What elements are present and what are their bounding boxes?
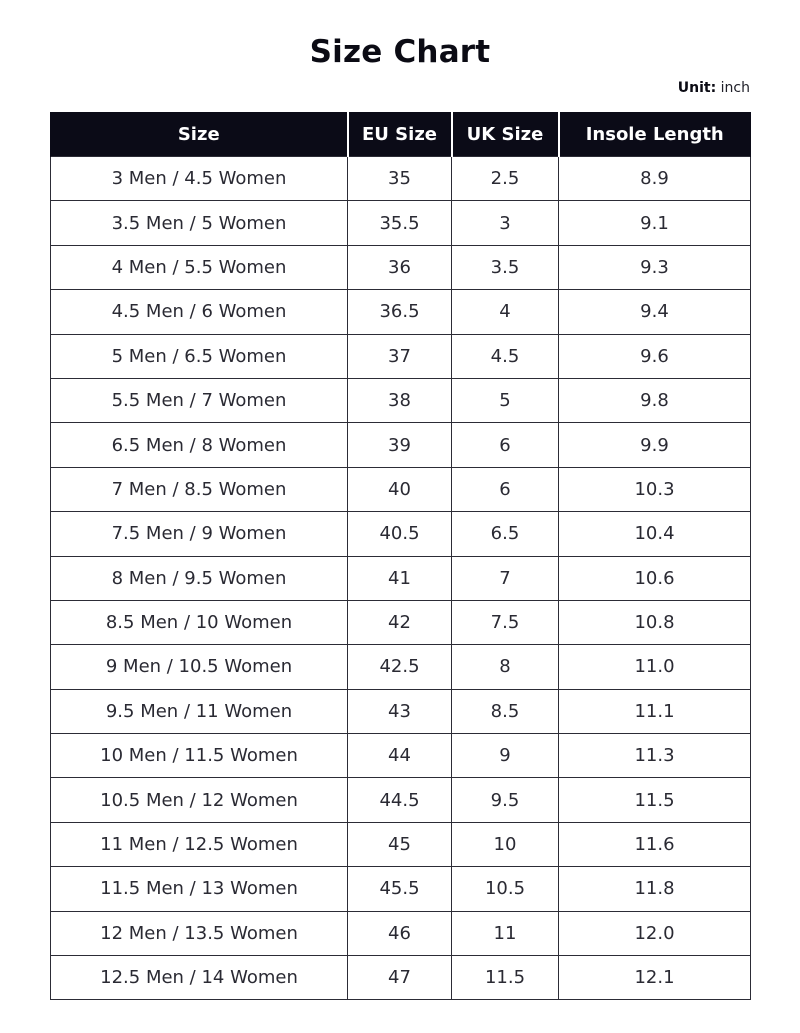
table-row	[51, 600, 751, 644]
cell-insole-length: 9.8	[559, 378, 751, 422]
table-row	[51, 334, 751, 378]
unit-value: inch	[720, 80, 750, 96]
cell-uk-size: 9.5	[452, 778, 559, 822]
cell-uk-size: 6	[452, 423, 559, 467]
cell-uk-size: 11.5	[452, 956, 559, 1000]
cell-eu-size: 35	[348, 157, 452, 201]
cell-eu-size: 44	[348, 734, 452, 778]
cell-uk-size: 11	[452, 911, 559, 955]
table-row	[51, 157, 751, 201]
cell-size: 7.5 Men / 9 Women	[51, 512, 348, 556]
cell-eu-size: 44.5	[348, 778, 452, 822]
cell-size: 10.5 Men / 12 Women	[51, 778, 348, 822]
cell-uk-size: 8	[452, 645, 559, 689]
cell-eu-size: 36.5	[348, 290, 452, 334]
cell-uk-size: 2.5	[452, 157, 559, 201]
size-chart-table	[50, 112, 751, 1000]
cell-uk-size: 4.5	[452, 334, 559, 378]
cell-size: 5 Men / 6.5 Women	[51, 334, 348, 378]
cell-uk-size: 4	[452, 290, 559, 334]
cell-eu-size: 35.5	[348, 201, 452, 245]
cell-uk-size: 3	[452, 201, 559, 245]
cell-insole-length: 11.3	[559, 734, 751, 778]
cell-eu-size: 46	[348, 911, 452, 955]
cell-size: 7 Men / 8.5 Women	[51, 467, 348, 511]
cell-eu-size: 45	[348, 822, 452, 866]
table-row	[51, 556, 751, 600]
cell-insole-length: 9.1	[559, 201, 751, 245]
cell-insole-length: 8.9	[559, 157, 751, 201]
cell-size: 6.5 Men / 8 Women	[51, 423, 348, 467]
unit-note	[678, 78, 750, 98]
cell-uk-size: 10	[452, 822, 559, 866]
table-row	[51, 512, 751, 556]
cell-uk-size: 7.5	[452, 600, 559, 644]
cell-size: 5.5 Men / 7 Women	[51, 378, 348, 422]
cell-eu-size: 40.5	[348, 512, 452, 556]
cell-eu-size: 39	[348, 423, 452, 467]
cell-eu-size: 45.5	[348, 867, 452, 911]
cell-size: 12.5 Men / 14 Women	[51, 956, 348, 1000]
header-size: Size	[51, 112, 348, 157]
cell-eu-size: 42.5	[348, 645, 452, 689]
cell-insole-length: 9.9	[559, 423, 751, 467]
cell-insole-length: 9.6	[559, 334, 751, 378]
cell-insole-length: 10.4	[559, 512, 751, 556]
cell-size: 11.5 Men / 13 Women	[51, 867, 348, 911]
cell-insole-length: 11.0	[559, 645, 751, 689]
table-row	[51, 867, 751, 911]
header-insole-length: Insole Length	[559, 112, 751, 157]
cell-size: 3.5 Men / 5 Women	[51, 201, 348, 245]
table-row	[51, 423, 751, 467]
table-row	[51, 245, 751, 289]
cell-size: 3 Men / 4.5 Women	[51, 157, 348, 201]
cell-insole-length: 9.3	[559, 245, 751, 289]
table-row	[51, 822, 751, 866]
cell-eu-size: 47	[348, 956, 452, 1000]
cell-eu-size: 40	[348, 467, 452, 511]
table-row	[51, 201, 751, 245]
cell-eu-size: 37	[348, 334, 452, 378]
cell-insole-length: 11.5	[559, 778, 751, 822]
cell-uk-size: 7	[452, 556, 559, 600]
cell-size: 8.5 Men / 10 Women	[51, 600, 348, 644]
table-row	[51, 645, 751, 689]
cell-insole-length: 10.3	[559, 467, 751, 511]
page-title: Size Chart	[309, 34, 491, 70]
cell-insole-length: 9.4	[559, 290, 751, 334]
cell-size: 9 Men / 10.5 Women	[51, 645, 348, 689]
table-row	[51, 911, 751, 955]
cell-uk-size: 6.5	[452, 512, 559, 556]
table-body	[51, 157, 751, 1000]
cell-eu-size: 38	[348, 378, 452, 422]
cell-size: 10 Men / 11.5 Women	[51, 734, 348, 778]
table-row	[51, 290, 751, 334]
cell-uk-size: 9	[452, 734, 559, 778]
cell-insole-length: 11.6	[559, 822, 751, 866]
cell-size: 8 Men / 9.5 Women	[51, 556, 348, 600]
cell-insole-length: 10.8	[559, 600, 751, 644]
header-uk-size: UK Size	[452, 112, 559, 157]
cell-size: 4.5 Men / 6 Women	[51, 290, 348, 334]
cell-insole-length: 11.1	[559, 689, 751, 733]
table-row	[51, 734, 751, 778]
table-row	[51, 689, 751, 733]
cell-size: 12 Men / 13.5 Women	[51, 911, 348, 955]
cell-insole-length: 11.8	[559, 867, 751, 911]
cell-eu-size: 42	[348, 600, 452, 644]
cell-uk-size: 6	[452, 467, 559, 511]
unit-label: Unit:	[677, 80, 717, 96]
header-row	[51, 112, 751, 157]
cell-eu-size: 41	[348, 556, 452, 600]
cell-insole-length: 12.1	[559, 956, 751, 1000]
cell-eu-size: 36	[348, 245, 452, 289]
table-header	[51, 112, 751, 157]
cell-eu-size: 43	[348, 689, 452, 733]
cell-size: 4 Men / 5.5 Women	[51, 245, 348, 289]
table-row	[51, 956, 751, 1000]
cell-size: 9.5 Men / 11 Women	[51, 689, 348, 733]
cell-uk-size: 10.5	[452, 867, 559, 911]
table-row	[51, 378, 751, 422]
cell-uk-size: 8.5	[452, 689, 559, 733]
cell-insole-length: 12.0	[559, 911, 751, 955]
cell-size: 11 Men / 12.5 Women	[51, 822, 348, 866]
header-eu-size: EU Size	[348, 112, 452, 157]
cell-uk-size: 5	[452, 378, 559, 422]
cell-uk-size: 3.5	[452, 245, 559, 289]
table-row	[51, 467, 751, 511]
cell-insole-length: 10.6	[559, 556, 751, 600]
table-row	[51, 778, 751, 822]
